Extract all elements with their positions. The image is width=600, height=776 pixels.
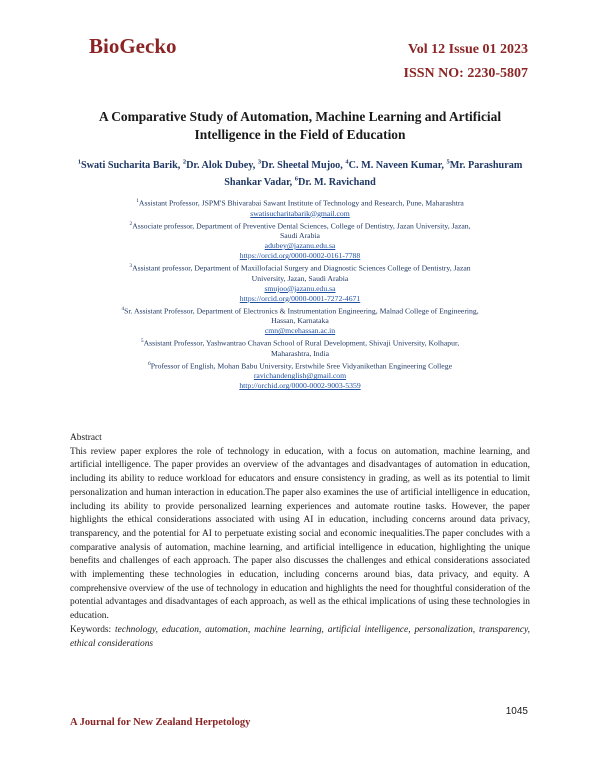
author-4: $^4$C. M. Naveen Kumar, [345, 159, 447, 172]
affiliation-3-email[interactable]: smujoo@jazanu.edu.sa [264, 283, 336, 293]
abstract-text: This review paper explores the role of technology in education, with a focus on automation, machine learning, and artificial intelligence. The paper provides an overview of the advantages and disadvantages of automation in education, including its ability to reduce workload for educators and ensure consistency in grading, as well as its potential to limit personalization and human interaction in education.The paper also examines the use of artificial intelligence in education, including its ability to provide personalized learning experiences and automate routine tasks. However, the paper highlights the ethical considerations associated with using AI in education, including concerns around data privacy, transparency, and the potential for AI to perpetuate existing social and economic inequalities.The paper concludes with a comparative analysis of automation, machine learning, and artificial intelligence in education, highlighting the unique benefits and challenges of each approach. The paper also discusses the challenges and ethical considerations associated with implementing these technologies in education, including concerns around bias, data privacy, and equity. A comprehensive overview of the use of technology in education and highlights the need for thoughtful consideration of the potential advantages and disadvantages of each approach, as well as the ethical implications of using these technologies in education. [70, 446, 530, 622]
title-line-2: Intelligence in the Field of Education [194, 127, 406, 142]
issn: ISSN NO: 2230-5807 [403, 66, 528, 81]
affiliation-5-line-2: Maharashtra, India [270, 348, 330, 358]
affiliation-3: $^3$Assistant professor, Department of Maxillofacial Surgery and Diagnostic Sciences College of Dentistry, Jazan [129, 263, 471, 273]
affiliation-2-orcid[interactable]: https://orcid.org/0000-0002-0161-7788 [239, 251, 361, 261]
page-number: 1045 [505, 706, 528, 717]
affiliation-2: $^2$Associate professor, Department of Preventive Dental Sciences, College of Dentistry, Jazan University, Jazan, [129, 220, 471, 231]
affiliation-2-email[interactable]: adubey@jazanu.edu.sa [264, 241, 336, 251]
author-6: $^6$Dr. M. Ravichand [294, 175, 376, 189]
author-3: $^3$Dr. Sheetal Mujoo, [257, 159, 346, 172]
paper-title [70, 108, 530, 144]
journal-name: BioGecko [89, 34, 177, 58]
keywords-label: Keywords: [70, 624, 116, 635]
affiliation-3-line-2: University, Jazan, Saudi Arabia [251, 273, 349, 283]
volume-issue: Vol 12 Issue 01 2023 [407, 42, 528, 57]
author-list [70, 156, 530, 190]
affiliation-6-orcid[interactable]: http://orchid.org/0000-0002-9003-5359 [239, 381, 361, 391]
keywords-text: technology, education, automation, machine learning, artificial intelligence, personalization, transparency, ethical considerations [70, 624, 530, 649]
affiliation-2-line-2: Saudi Arabia [280, 231, 320, 241]
affiliations [70, 196, 530, 391]
author-5: $^5$Mr. Parashuram Shankar Vadar, [224, 159, 523, 189]
affiliation-1: $^1$Assistant Professor, JSPM'S Bhivarabai Sawant Institute of Technology and Research, Pune, Maharashtra [136, 198, 464, 208]
abstract-heading: Abstract [70, 433, 102, 443]
affiliation-4-line-2: Hassan, Karnataka [271, 316, 329, 326]
author-2: $^2$Dr. Alok Dubey, [182, 159, 258, 172]
affiliation-5: $^5$Assistant Professor, Yashwantrao Chavan School of Rural Development, Shivaji University, Kolhapur, [140, 338, 460, 348]
affiliation-1-email[interactable]: swatisucharitabarik@gmail.com [250, 208, 350, 218]
affiliation-6: $^6$Professor of English, Mohan Babu University, Erstwhile Sree Vidyanikethan Engineering College [148, 360, 452, 371]
author-1: $^1$Swati Sucharita Barik, [77, 159, 183, 172]
title-line-1: A Comparative Study of Automation, Machine Learning and Artificial [98, 109, 502, 124]
keywords [70, 624, 530, 651]
affiliation-4: $^4$Sr. Assistant Professor, Department of Electronics & Instrumentation Engineering, Malnad College of Engineering, [121, 305, 479, 316]
affiliation-6-email[interactable]: ravichandenglish@gmail.com [253, 371, 347, 381]
affiliation-3-orcid[interactable]: https://orcid.org/0000-0001-7272-4671 [239, 293, 361, 303]
affiliation-4-email[interactable]: cmn@mcehassan.ac.in [264, 326, 336, 336]
journal-tagline: A Journal for New Zealand Herpetology [70, 717, 251, 728]
abstract-section [70, 432, 530, 651]
